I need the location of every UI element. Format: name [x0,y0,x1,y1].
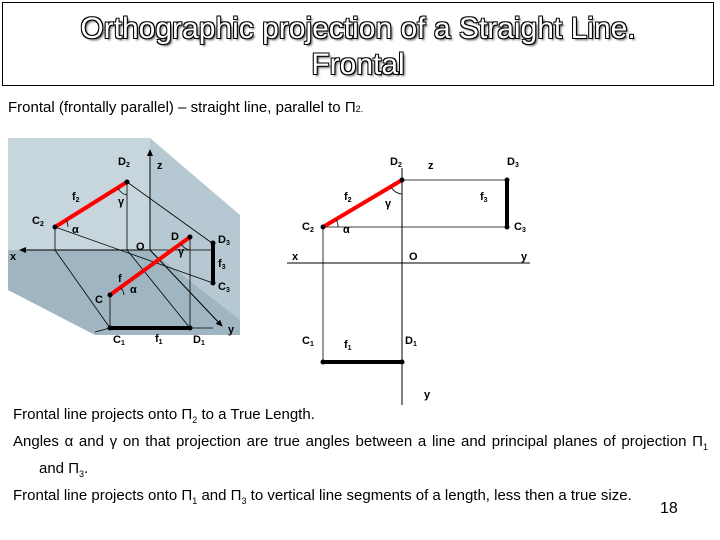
epure-label-C2: C2 [302,221,314,234]
epure-label-y-bottom: y [424,389,431,401]
label-C3: C3 [218,281,230,294]
label-D3: D3 [218,234,230,247]
epure-label-alpha: α [343,224,350,236]
subtitle [8,99,363,116]
page-number: 18 [660,500,678,517]
projection-diagrams [0,120,720,405]
epure-label-C1: C1 [302,335,314,348]
frontal-plane [8,138,150,250]
label-C: C [95,294,103,306]
epure-label-D3: D3 [507,156,519,169]
right-epure-diagram [287,156,530,405]
slide-title-line2: Frontal [311,48,405,81]
label-gamma-mid: γ [178,246,185,258]
label-D: D [171,231,179,243]
label-alpha-mid: α [130,284,137,296]
label-f2: f2 [72,191,80,204]
label-f1: f1 [155,333,163,346]
label-x: x [10,251,17,263]
subtitle-sub: 2. [355,104,364,114]
paragraph-1: Frontal line projects onto $\Pi_2$ to a True Length. [13,406,315,425]
label-O: O [136,241,145,253]
epure-label-C3: C3 [514,221,526,234]
label-alpha-top: α [72,224,79,236]
epure-label-D1: D1 [405,335,417,348]
label-z: z [157,160,163,172]
slide-title-line1: Orthographic projection of a Straight Line. [80,12,636,45]
label-gamma-top: γ [118,196,125,208]
label-f3: f3 [218,258,226,271]
epure-label-f2: f2 [344,191,352,204]
label-C2: C2 [32,215,44,228]
title-box [2,2,714,86]
epure-label-f3: f3 [480,191,488,204]
left-3d-diagram [8,120,240,347]
epure-label-z: z [428,160,434,172]
epure-label-y-right: y [521,251,528,263]
epure-label-gamma: γ [385,198,392,210]
paragraph-3: Frontal line projects onto $\Pi_1$ and $\Pi_3$ to vertical line segments of a length, less then a true size. [13,487,632,506]
epure-label-f1: f1 [344,339,352,352]
subtitle-text: Frontal (frontally parallel) – straight line, parallel to Π [8,99,356,116]
epure-label-x: x [292,251,299,263]
label-D1: D1 [193,334,205,347]
label-C1: C1 [113,334,125,347]
epure-construction-lines [323,180,507,362]
label-y: y [228,324,235,336]
label-f: f [118,273,122,285]
description-text [13,404,708,512]
label-D2: D2 [118,156,130,169]
paragraph-2: Angles α and γ on that projection are true angles between a line and principal planes of projection $\Pi_1$ and $\Pi_3$. [13,433,708,479]
epure-label-O: O [409,251,418,263]
epure-label-D2: D2 [390,156,402,169]
